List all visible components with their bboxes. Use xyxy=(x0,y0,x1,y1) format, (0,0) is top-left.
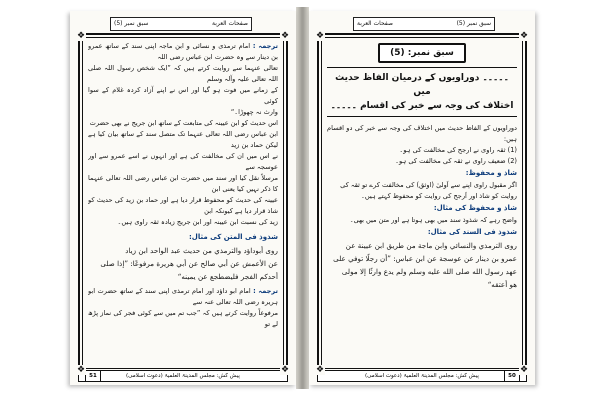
title-line: ۔۔۔۔۔ دوراویوں کے درمیان الفاظ حدیث میں xyxy=(335,73,509,97)
body-line: مرسلاً نقل کیا اور سند میں حضرت ابن عباس رضی اللہ تعالی عنہما کا ذکر نہیں کیا یعنی ابن xyxy=(88,174,278,193)
right-page-border xyxy=(317,33,527,373)
body-line: ابن عباس رضی اللہ تعالی عنہما تک متصل سند کے ساتھ بیان کیا ہے لیکن حماد بن زید xyxy=(88,130,278,149)
ornament-icon: ❖ xyxy=(280,31,290,41)
footer-text: پیش کش: مجلس المدینۃ العلمیۃ (دعوت اسلامی) xyxy=(365,373,479,379)
body-line: (2) ضعیف راوی نے ثقہ کی مخالفت کی ہو۔ xyxy=(395,157,517,165)
open-book xyxy=(70,5,535,393)
right-header-left: صفحات العربة xyxy=(357,20,393,27)
body-line: وارث نہ چھوڑا۔“ xyxy=(230,108,278,116)
ornament-icon: ❖ xyxy=(280,365,290,375)
ornament-icon: ❖ xyxy=(519,31,529,41)
right-page xyxy=(309,11,535,385)
body-line: عیینہ کی حدیث کو محفوظ قرار دیا ہے اور حماد بن زید کی حدیث کو شاذ قرار دیا ہے کیونکہ ابن xyxy=(88,196,278,215)
arabic-line: عمرو بن دينار عن عوسجة عن ابن عباس: ”أن رجلًا توفي على xyxy=(333,254,517,263)
body-line: نے اس میں ان کی مخالفت کی ہے اور انہوں نے اسے عمرو سے اور عوسجہ سے xyxy=(88,152,278,171)
body-line: کے زمانے میں فوت ہو گیا اور اس نے اپنے آزاد کردہ غلام کے سوا کوئی xyxy=(88,86,278,105)
arabic-line: عهد رسول الله صلى الله عليه وسلم ولم يدع وارثًا إلا مولى xyxy=(341,267,517,276)
ornament-icon: ❖ xyxy=(315,31,325,41)
footer-text: پیش کش: مجلس المدینۃ العلمیۃ (دعوت اسلامی) xyxy=(126,373,240,379)
page-number: 51 xyxy=(85,371,101,381)
section-heading-matn: شذوذ فی المتن کی مثال: xyxy=(188,233,278,241)
body-line: اس حدیث کو ابن عیینہ کی متابعت کے ساتھ ابن جریج نے بھی حضرت xyxy=(89,119,278,127)
translation-label: ترجمہ : xyxy=(253,287,278,295)
body-line: اگر مقبول راوی اپنے سے اَولیٰ (اوثق) کی مخالفت کرے تو ثقہ کی xyxy=(340,181,517,189)
arabic-line: أحدكم الفجر فليضطجع عن يمينه“ xyxy=(177,272,278,281)
body-text: امام ابو داؤد اور امام ترمذی اپنی سند کے ساتھ حضرت ابو ہریرہ رضی اللہ تعالی عنہ سے xyxy=(88,287,278,306)
arabic-line: روى الترمذي والنسائي وابن ماجة من طريق ابن عيينة عن xyxy=(345,241,517,250)
lesson-title xyxy=(327,67,517,117)
right-page-body xyxy=(327,41,517,357)
book-spine xyxy=(296,7,309,389)
title-line: اختلاف کی وجہ سے خبر کی اقسام ۔۔۔۔۔ xyxy=(330,101,514,111)
right-header-right: سبق نمبر (5) xyxy=(456,20,491,27)
arabic-line: هو أعتقه“ xyxy=(487,280,517,289)
section-heading-sanad: شذوذ فی السند کی مثال: xyxy=(427,228,517,236)
ornament-icon: ❖ xyxy=(519,365,529,375)
section-heading-example: شاذ و محفوظ کی مثال: xyxy=(433,204,517,212)
body-line: (1) ثقہ راوی نے ارجح کی مخالفت کی ہو۔ xyxy=(399,146,517,154)
body-line: مرفوعاً روایت کرتے ہیں کہ ”جب تم میں سے کوئی فجر کی نماز پڑھ لے تو xyxy=(88,309,278,328)
left-page-body xyxy=(88,41,278,357)
lesson-number-box: سبق نمبر: (5) xyxy=(378,43,466,63)
left-header-left: سبق نمبر (5) xyxy=(114,20,149,27)
arabic-line: عن الأعمش عن أبي صالح عن أبي هريرة مرفوعًا: ”إذا صلى xyxy=(100,259,278,268)
body-line xyxy=(88,286,278,308)
arabic-line: روى أبوداؤد والترمذي من حديث عبد الواحد ابن زياد xyxy=(125,246,278,255)
body-line: دوراویوں کے الفاظ حدیث میں اختلاف کی وجہ سے خبر کی دو اقسام ہیں: xyxy=(327,124,517,143)
left-running-header xyxy=(110,17,252,31)
left-page-border xyxy=(78,33,288,373)
body-line: واضح رہے کہ شذوذ سند میں بھی ہوتا ہے اور متن میں بھی۔ xyxy=(349,216,517,224)
section-heading-shadh: شاذ و محفوظ: xyxy=(465,169,517,177)
body-line: تعالی عنہما سے روایت کرتے ہیں کہ ”ایک شخص رسول اللہ صلی اللہ تعالی علیہ وآلہ وسلم xyxy=(88,64,278,83)
left-header-right: صفحات العربة xyxy=(212,20,248,27)
body-line xyxy=(88,41,278,63)
body-line: زید کی نسبت ابن عیینہ اور ابن جریج زیادہ ثقہ راوی ہیں۔ xyxy=(117,218,278,226)
ornament-icon: ❖ xyxy=(76,31,86,41)
translation-label: ترجمہ : xyxy=(252,42,278,50)
right-footer xyxy=(317,370,527,382)
ornament-icon: ❖ xyxy=(76,365,86,375)
ornament-icon: ❖ xyxy=(315,365,325,375)
body-text: امام ترمذی و نسائی و ابن ماجہ اپنی سند کے ساتھ عمرو بن دینار سے وہ حضرت ابن عباس رضی اللہ xyxy=(88,42,278,61)
right-running-header xyxy=(353,17,495,31)
body-line: روایت کو شاذ اور اَرجح کی روایت کو محفوظ کہتے ہیں۔ xyxy=(361,192,517,200)
left-page xyxy=(70,11,296,385)
page-number: 50 xyxy=(504,371,520,381)
left-footer xyxy=(78,370,288,382)
